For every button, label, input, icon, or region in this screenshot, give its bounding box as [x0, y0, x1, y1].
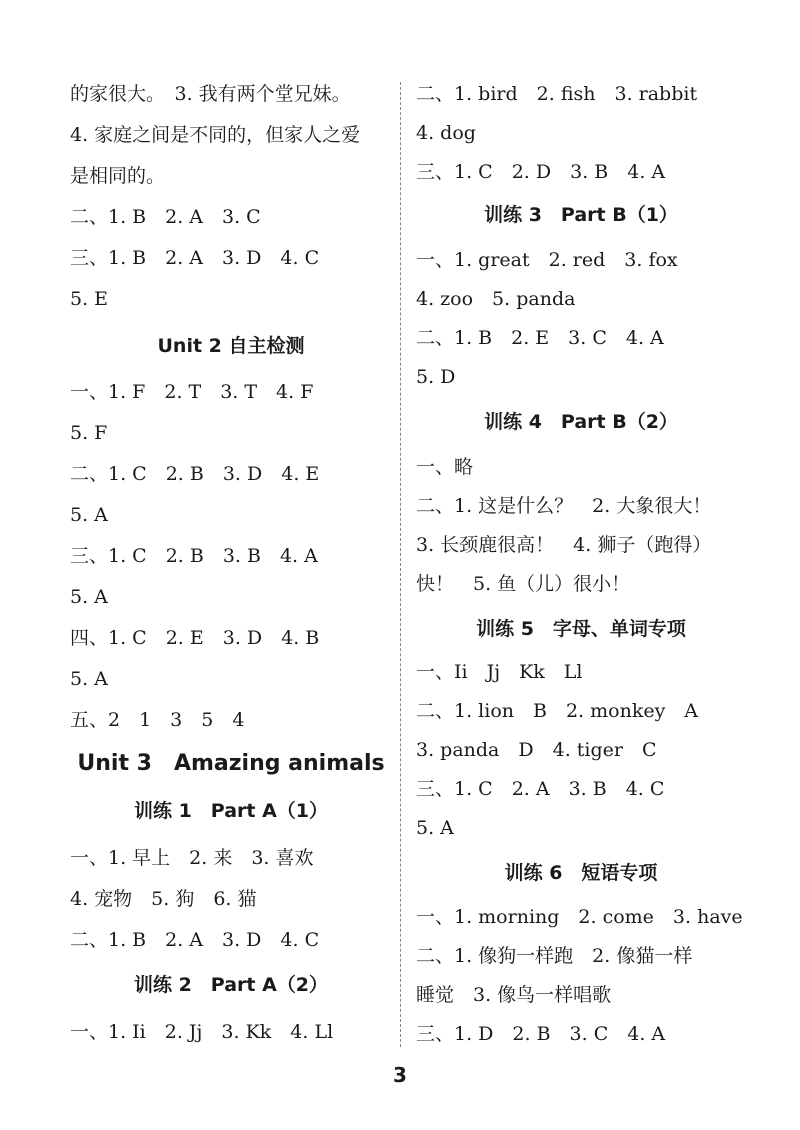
- answer-line: 5. A: [70, 504, 108, 526]
- answer-line: 二、1. lion B 2. monkey A: [416, 700, 699, 722]
- answer-line: 三、1. C 2. D 3. B 4. A: [416, 161, 666, 183]
- answer-line: 4. 宠物 5. 狗 6. 猫: [70, 888, 257, 910]
- section-heading: 训练 4 Part B（2）: [484, 411, 678, 433]
- answer-line: 快！ 5. 鱼（儿）很小！: [416, 573, 631, 595]
- page-number: 3: [393, 1063, 407, 1087]
- answer-line: 五、2 1 3 5 4: [70, 709, 245, 731]
- answer-line: 二、1. B 2. E 3. C 4. A: [416, 327, 664, 349]
- section-heading: Unit 2 自主检测: [157, 335, 305, 357]
- answer-line: 三、1. B 2. A 3. D 4. C: [70, 247, 320, 269]
- unit-title: Unit 3 Amazing animals: [77, 751, 385, 776]
- answer-line: 一、1. great 2. red 3. fox: [416, 249, 678, 271]
- column-divider: [400, 82, 401, 1047]
- answer-line: 5. A: [70, 668, 108, 690]
- section-heading: 训练 6 短语专项: [504, 862, 658, 884]
- answer-line: 一、1. 早上 2. 来 3. 喜欢: [70, 847, 314, 869]
- answer-line: 是相同的。: [70, 165, 166, 187]
- answer-line: 睡觉 3. 像鸟一样唱歌: [416, 984, 612, 1006]
- answer-line: 一、略: [416, 456, 474, 478]
- section-heading: 训练 2 Part A（2）: [133, 974, 329, 996]
- answer-line: 二、1. C 2. B 3. D 4. E: [70, 463, 320, 485]
- answer-line: 三、1. C 2. A 3. B 4. C: [416, 778, 665, 800]
- answer-line: 二、1. B 2. A 3. C: [70, 206, 261, 228]
- answer-line: 一、1. F 2. T 3. T 4. F: [70, 381, 314, 403]
- section-heading: 训练 3 Part B（1）: [484, 204, 678, 226]
- answer-line: 二、1. bird 2. fish 3. rabbit: [416, 83, 698, 105]
- answer-line: 4. zoo 5. panda: [416, 288, 576, 310]
- answer-line: 二、1. B 2. A 3. D 4. C: [70, 929, 320, 951]
- answer-line: 二、1. 像狗一样跑 2. 像猫一样: [416, 945, 693, 967]
- answer-line: 5. D: [416, 366, 456, 388]
- answer-line: 三、1. C 2. B 3. B 4. A: [70, 545, 318, 567]
- answer-line: 3. panda D 4. tiger C: [416, 739, 657, 761]
- answer-line: 5. A: [70, 586, 108, 608]
- answer-line: 3. 长颈鹿很高！ 4. 狮子（跑得）: [416, 534, 712, 556]
- answer-line: 的家很大。 3. 我有两个堂兄妹。: [70, 83, 351, 105]
- answer-line: 一、1. morning 2. come 3. have: [416, 906, 743, 928]
- answer-line: 三、1. D 2. B 3. C 4. A: [416, 1023, 666, 1045]
- answer-line: 5. E: [70, 288, 109, 310]
- answer-line: 一、Ii Jj Kk Ll: [416, 661, 583, 683]
- answer-line: 二、1. 这是什么？ 2. 大象很大！: [416, 495, 712, 517]
- section-heading: 训练 1 Part A（1）: [133, 800, 329, 822]
- answer-line: 4. 家庭之间是不同的，但家人之爱: [70, 124, 361, 146]
- answer-line: 5. F: [70, 422, 108, 444]
- answer-line: 4. dog: [416, 122, 476, 144]
- answer-line: 一、1. Ii 2. Jj 3. Kk 4. Ll: [70, 1021, 334, 1043]
- answer-line: 5. A: [416, 817, 454, 839]
- answer-line: 四、1. C 2. E 3. D 4. B: [70, 627, 320, 649]
- section-heading: 训练 5 字母、单词专项: [476, 618, 686, 640]
